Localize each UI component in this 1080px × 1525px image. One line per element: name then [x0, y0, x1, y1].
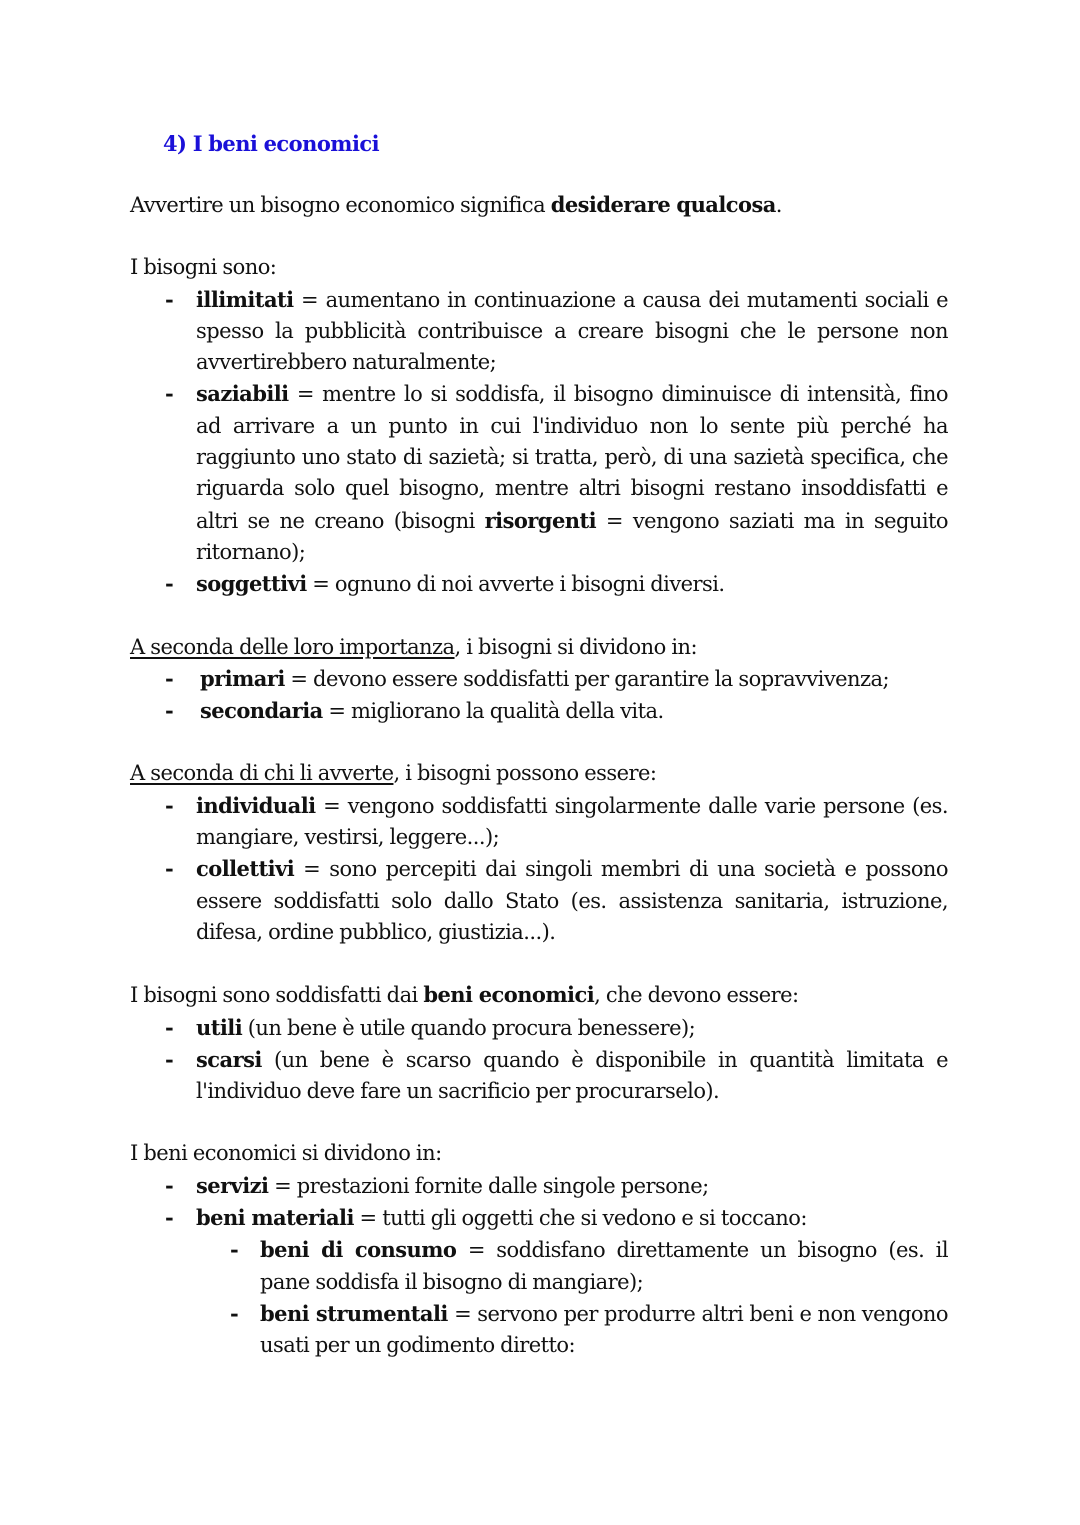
importance-rest: , i bisogni si dividono in:	[454, 634, 697, 659]
goods-types-section	[130, 1138, 948, 1361]
goods-types-label: I beni economici si dividono in:	[130, 1141, 442, 1166]
definition: = prestazioni fornite dalle singole persone;	[268, 1173, 709, 1198]
definition: = aumentano in continuazione a causa dei mutamenti sociali e spesso la pubblicità contribuisce a creare bisogni che le persone non avvertirebbero naturalmente;	[196, 287, 948, 375]
term: saziabili	[196, 381, 289, 407]
needs-characteristics-list	[130, 284, 948, 601]
list-item	[230, 1234, 948, 1298]
needs-characteristics-section	[130, 252, 948, 600]
goods-req-rest: , che devono essere:	[594, 983, 799, 1008]
dash-bullet-icon: -	[165, 381, 174, 407]
dash-bullet-icon: -	[165, 571, 174, 597]
list-item	[165, 1170, 948, 1202]
dash-bullet-icon: -	[165, 792, 174, 818]
dash-bullet-icon: -	[165, 856, 174, 882]
who-feels-underlined: A seconda di chi li avverte	[130, 761, 394, 786]
list-item	[165, 1044, 948, 1108]
term: primari	[200, 665, 285, 691]
list-item	[165, 695, 948, 727]
intro-bold: desiderare qualcosa	[550, 192, 776, 217]
list-item	[165, 378, 949, 568]
dash-bullet-icon: -	[165, 665, 174, 691]
term: beni materiali	[196, 1205, 354, 1231]
definition: = mentre lo si soddisfa, il bisogno diminuisce di intensità, fino ad arrivare a un punto in cui l'individuo non lo sente più perché ha raggiunto uno stato di sazietà; si tratta, però, di una sazietà specifica, che riguarda solo quel bisogno, mentre altri bisogni restano insoddisfatti e altri se ne creano (bisogni	[196, 382, 948, 533]
term: beni strumentali	[260, 1300, 448, 1326]
who-feels-rest: , i bisogni possono essere:	[393, 761, 657, 786]
intro-paragraph	[130, 189, 948, 221]
list-item	[165, 568, 948, 600]
importance-list	[130, 663, 948, 728]
term: scarsi	[196, 1046, 262, 1072]
goods-req-bold: beni economici	[423, 982, 595, 1008]
term: collettivi	[196, 856, 295, 882]
importance-section	[130, 632, 948, 728]
dash-bullet-icon: -	[165, 1014, 174, 1040]
list-item	[165, 790, 948, 854]
definition: = ognuno di noi avverte i bisogni diversi.	[306, 572, 725, 597]
list-item	[165, 1202, 948, 1361]
definition: = soddisfano direttamente un bisogno (es. il pane soddisfa il bisogno di mangiare);	[260, 1238, 948, 1294]
goods-requirements-label	[130, 979, 948, 1011]
term: utili	[196, 1014, 243, 1040]
dash-bullet-icon: -	[165, 1172, 174, 1198]
who-feels-list	[130, 790, 948, 948]
definition: = vengono saziati ma in seguito ritornano);	[196, 508, 949, 564]
who-feels-label	[130, 758, 948, 789]
material-goods-sublist	[196, 1234, 948, 1361]
intro-end: .	[775, 193, 782, 217]
term: soggettivi	[196, 571, 307, 597]
list-item	[165, 663, 948, 695]
goods-requirements-list	[130, 1012, 948, 1108]
list-item	[165, 853, 948, 948]
needs-characteristics-label: I bisogni sono:	[130, 255, 277, 280]
section-heading: 4) I beni economici	[163, 131, 380, 156]
list-item	[230, 1298, 948, 1362]
importance-underlined: A seconda delle loro importanza	[130, 634, 455, 659]
definition: (un bene è utile quando procura benessere);	[242, 1015, 696, 1040]
term: beni di consumo	[260, 1237, 457, 1263]
definition: = tutti gli oggetti che si vedono e si toccano:	[353, 1206, 807, 1231]
goods-requirements-section	[130, 979, 948, 1107]
dash-bullet-icon: -	[230, 1300, 239, 1326]
intro-text: Avvertire un bisogno economico significa	[130, 193, 551, 217]
term: risorgenti	[484, 507, 597, 533]
dash-bullet-icon: -	[165, 1046, 174, 1072]
dash-bullet-icon: -	[165, 698, 174, 724]
definition: = migliorano la qualità della vita.	[322, 699, 664, 724]
term: illimitati	[196, 286, 294, 312]
list-item	[165, 284, 948, 379]
document-page	[130, 128, 948, 1362]
definition: = servono per produrre altri beni e non vengono usati per un godimento diretto:	[260, 1301, 948, 1358]
term: servizi	[196, 1172, 269, 1198]
dash-bullet-icon: -	[165, 286, 174, 312]
list-item	[165, 1012, 948, 1044]
dash-bullet-icon: -	[230, 1237, 239, 1263]
term: individuali	[196, 792, 316, 818]
goods-req-text: I bisogni sono soddisfatti dai	[130, 983, 424, 1008]
definition: = vengono soddisfatti singolarmente dalle varie persone (es. mangiare, vestirsi, leggere...);	[196, 793, 948, 850]
definition: = devono essere soddisfatti per garantire la sopravvivenza;	[284, 666, 890, 691]
goods-types-list	[130, 1170, 948, 1362]
term: secondaria	[200, 698, 323, 724]
who-feels-section	[130, 758, 948, 948]
importance-label	[130, 632, 948, 663]
definition: = sono percepiti dai singoli membri di una società e possono essere soddisfatti solo dallo Stato (es. assistenza sanitaria, istruzione, difesa, ordine pubblico, giustizia...).	[196, 857, 948, 944]
definition: (un bene è scarso quando è disponibile in quantità limitata e l'individuo deve fare un sacrificio per procurarselo).	[196, 1047, 948, 1104]
dash-bullet-icon: -	[165, 1205, 174, 1231]
